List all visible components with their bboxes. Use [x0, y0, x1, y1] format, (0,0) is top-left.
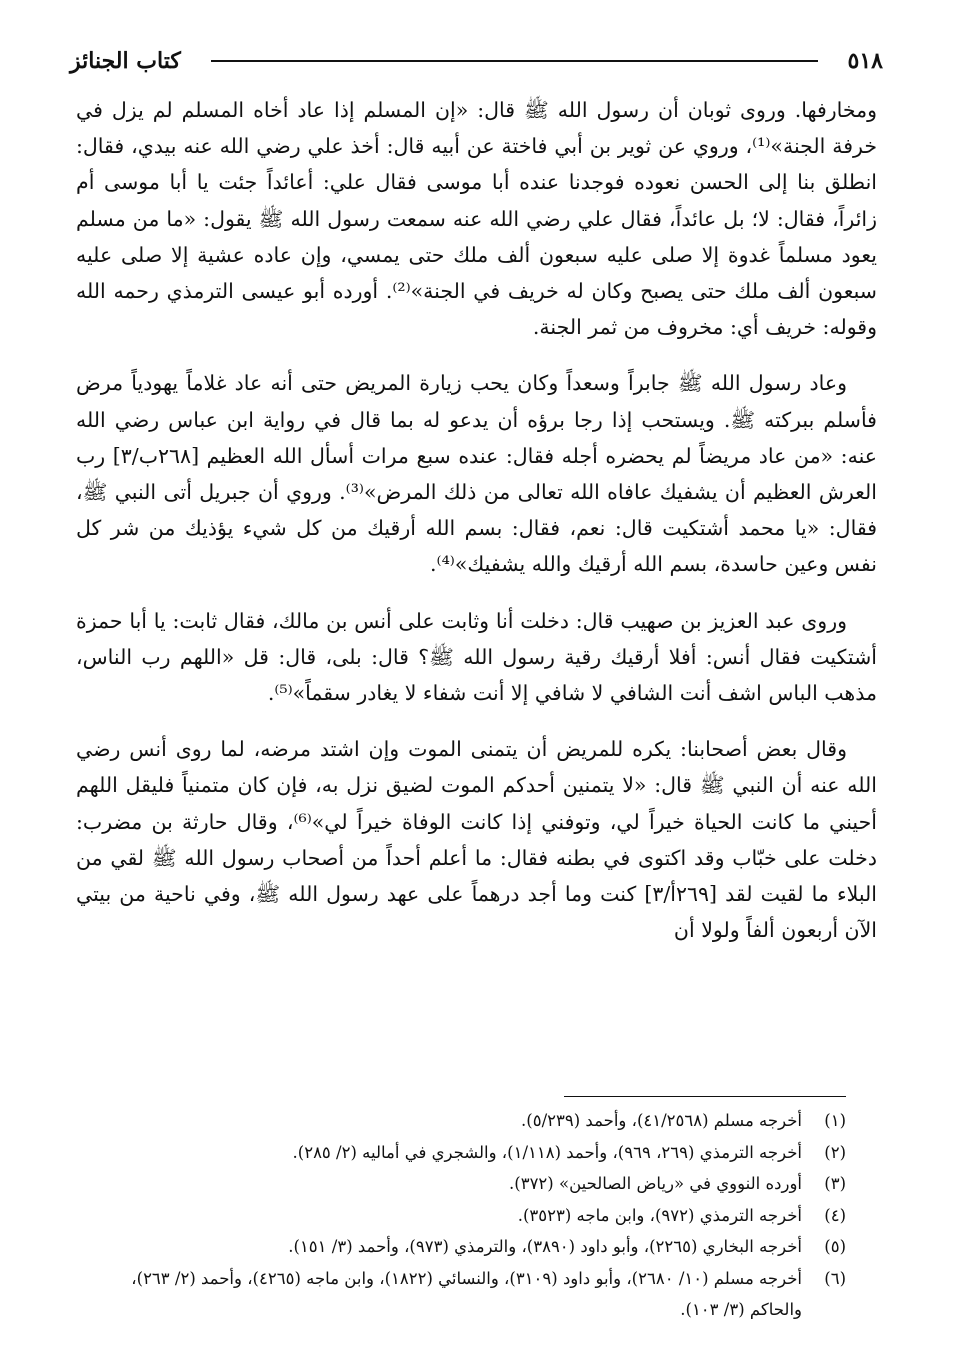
- footnote: [76, 1200, 846, 1232]
- footnote: [76, 1105, 846, 1137]
- paragraph: وقال بعض أصحابنا: يكره للمريض أن يتمنى الموت وإن اشتد مرضه، لما روى أنس رضي الله عنه أن النبي ﷺ قال: «لا يتمنين أحدكم الموت لضيق نزل به، فإن كان متمنياً فليقل اللهم أحيني ما كانت الحياة خيراً لي، وتوفني إذا كانت الوفاة خيراً لي»⁽⁶⁾، وقال حارثة بن مضرب: دخلت على خبّاب وقد اكتوى في بطنه فقال: ما أعلم أحداً من أصحاب رسول الله ﷺ لقي من البلاء ما لقيت لقد [٢٦٩أ/٣] كنت وما أجد درهماً على عهد رسول الله ﷺ، وفي ناحية من بيتي الآن أربعون ألفاً ولولا أن: [76, 737, 877, 943]
- footnote: [76, 1263, 846, 1326]
- footnote: [76, 1137, 846, 1169]
- paragraph: وعاد رسول الله ﷺ جابراً وسعداً وكان يحب زيارة المريض حتى أنه عاد غلاماً يهودياً مرض فأسلم ببركته ﷺ. ويستحب إذا رجا برؤه أن يدعو له بما قال في رواية ابن عباس رضي الله عنه: «من عاد مريضاً لم يحضره أجله فقال: عنده سبع مرات أسأل الله العظيم [٢٦٨ب/٣] رب العرش العظيم أن يشفيك عافاه الله تعالى من ذلك المرض»⁽³⁾. وروي أن جبريل أتى النبي ﷺ، فقال: «يا محمد أشتكيت قال: نعم، فقال: بسم الله أرقيك من كل شيء يؤذيك من شر كل نفس وعين حاسدة، بسم الله أرقيك والله يشفيك»⁽⁴⁾.: [76, 371, 877, 577]
- footnote-number: (١): [824, 1111, 846, 1130]
- page-header: [70, 44, 883, 78]
- footnote-number: (٢): [824, 1142, 846, 1162]
- footnote-text: أخرجه مسلم (١٠/ ٢٦٨٠)، وأبو داود (٣١٠٩)، والنسائي (١٨٢٢)، وابن ماجه (٤٢٦٥)، وأحمد (٢/ ٢٦٣)، والحاكم (٣/ ١٠٣).: [131, 1268, 802, 1319]
- footnote: [76, 1168, 846, 1200]
- paragraph: وروى عبد العزيز بن صهيب قال: دخلت أنا وثابت على أنس بن مالك، فقال ثابت: يا أبا حمزة أشتكيت فقال أنس: أفلا أرقيك رقية رسول الله ﷺ؟ قال: بلى، قال: قل «اللهم رب الناس، مذهب الباس اشف أنت الشافي لا شافي إلا أنت شفاء لا يغادر سقماً»⁽⁵⁾.: [76, 608, 877, 706]
- footnote-number: (٣): [824, 1174, 846, 1193]
- footnote-text: أورده النووي في «رياض الصالحين» (٣٧٢).: [509, 1174, 802, 1193]
- page-number: ٥١٨: [847, 48, 883, 74]
- footnotes: [76, 1105, 846, 1326]
- footnote-text: أخرجه البخاري (٢٢٦٥)، وأبو داود (٣٨٩٠)، والترمذي (٩٧٣)، وأحمد (٣/ ١٥١).: [288, 1237, 802, 1256]
- main-text: [76, 92, 877, 968]
- header-rule: [211, 60, 818, 62]
- book-title: كتاب الجنائز: [70, 48, 181, 74]
- paragraph: ومخارفها. وروى ثوبان أن رسول الله ﷺ قال: «إن المسلم إذا عاد أخاه المسلم لم يزل في خرفة الجنة»⁽¹⁾، وروي عن ثوير بن أبي فاختة عن أبيه قال: أخذ علي رضي الله عنه بيدي، فقال: انطلق بنا إلى الحسن نعوده فوجدنا عنده أبا موسى فقال علي: أعائداً جئت يا أبا موسى أم زائراً، فقال: لا؛ بل عائداً، فقال علي رضي الله عنه سمعت رسول الله ﷺ يقول: «ما من مسلم يعود مسلماً غدوة إلا صلى عليه سبعون ألف ملك حتى يمسي، وإن عاده عشية إلا صلى عليه سبعون ألف ملك حتى يصبح وكان له خريف في الجنة»⁽²⁾. أورده أبو عيسى الترمذي رحمه الله وقوله: خريف أي: مخروف من ثمر الجنة.: [76, 98, 877, 340]
- footnote-separator: [564, 1096, 846, 1097]
- footnote-number: (٤): [824, 1205, 846, 1225]
- footnote-number: (٥): [824, 1237, 846, 1256]
- footnote: [76, 1231, 846, 1263]
- footnote-text: أخرجه الترمذي (٩٧٢)، وابن ماجه (٣٥٢٣).: [517, 1205, 802, 1225]
- footnote-text: أخرجه مسلم (٤١/٢٥٦٨)، وأحمد (٥/٢٣٩).: [521, 1111, 802, 1130]
- footnote-number: (٦): [824, 1268, 846, 1288]
- footnote-text: أخرجه الترمذي (٢٦٩، ٩٦٩)، وأحمد (١/١١٨)، والشجري في أماليه (٢/ ٢٨٥).: [292, 1142, 802, 1162]
